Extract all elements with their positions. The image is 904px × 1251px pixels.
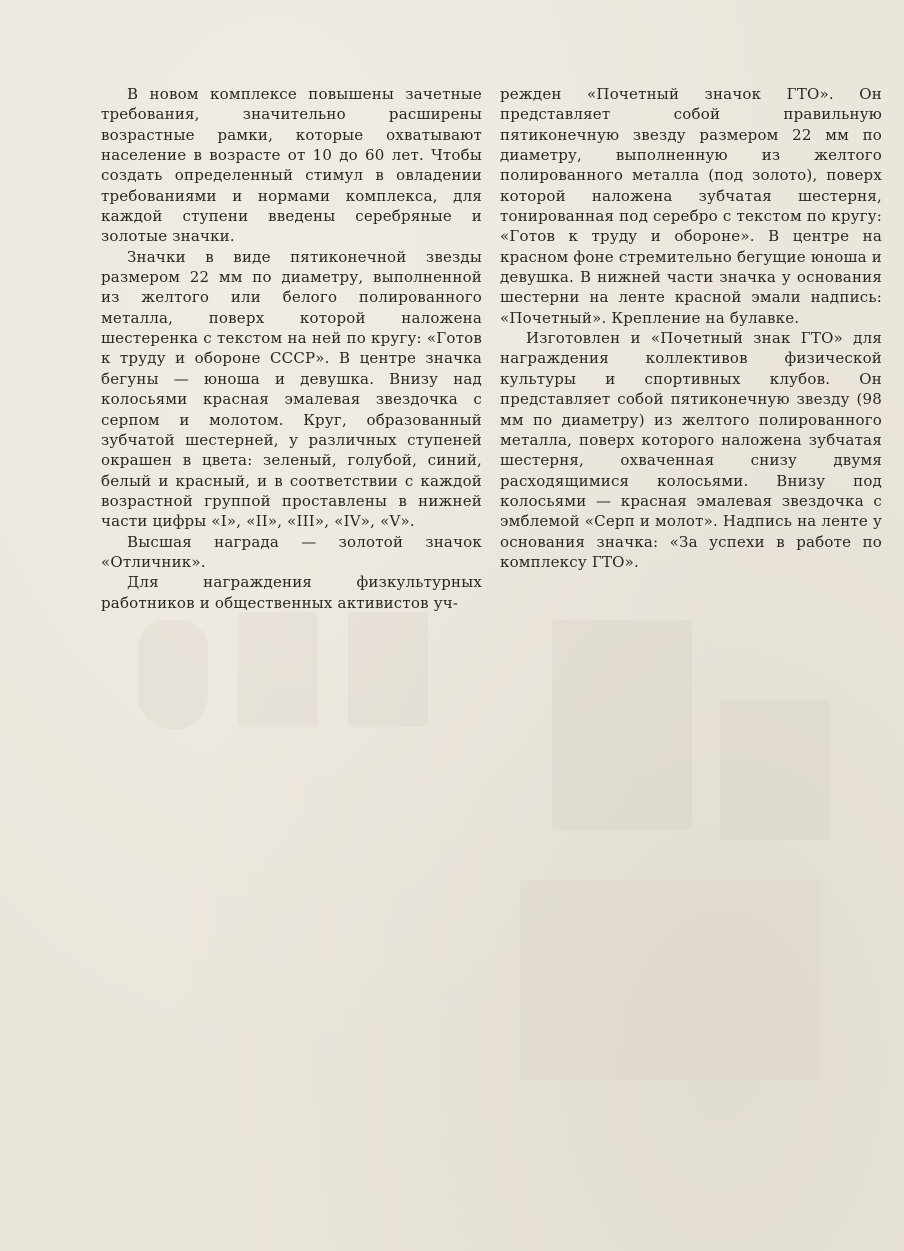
right-text-column bbox=[500, 84, 882, 572]
bleed-through-shape bbox=[138, 620, 208, 730]
paragraph-highest-award: Высшая награда — золотой значок «Отличник». bbox=[101, 532, 482, 571]
paragraph-honorary-badge: режден «Почетный значок ГТО». Он представляет собой правильную пятиконечную звезду размером 22 мм по диаметру, выполненную из желтого полированного металла (под золото), поверх которой наложена зубчатая шестерня, тонированная под серебро с текстом по кругу: «Готов к труду и обороне». В центре на красном фоне стремительно бегущие юноша и девушка. В нижней части значка у основания шестерни на ленте красной эмали надпись: «Почетный». Крепление на булавке. bbox=[500, 85, 882, 327]
bleed-through-shape bbox=[348, 612, 428, 727]
bleed-through-shape bbox=[238, 612, 318, 727]
left-text-column bbox=[101, 84, 482, 613]
paragraph-requirements: В новом комплексе повышены зачетные требования, значительно расширены возрастные рамки, которые охватывают население в возрасте от 10 до 60 лет. Чтобы создать определенный стимул в овладении требованиями и нормами комплекса, для каждой ступени введены серебряные и золотые значки. bbox=[101, 85, 482, 246]
bleed-through-shape bbox=[720, 700, 830, 840]
bleed-through-shape bbox=[552, 620, 692, 830]
bleed-through-shape bbox=[520, 880, 820, 1080]
paragraph-honorary-badge-intro: Для награждения физкультурных работников и общественных активистов уч- bbox=[101, 573, 482, 612]
paragraph-honorary-sign: Изготовлен и «Почетный знак ГТО» для награждения коллективов физической культуры и спортивных клубов. Он представляет собой пятиконечную звезду (98 мм по диаметру) из желтого полированного металла, поверх которого наложена зубчатая шестерня, охваченная снизу двумя расходящимися колосьями. Внизу под колосьями — красная эмалевая звездочка с эмблемой «Серп и молот». Надпись на ленте у основания значка: «За успехи в работе по комплексу ГТО». bbox=[500, 329, 882, 571]
paragraph-badges-description: Значки в виде пятиконечной звезды размером 22 мм по диаметру, выполненной из желтого или белого полированного металла, поверх которой наложена шестеренка с текстом на ней по кругу: «Готов к труду и обороне СССР». В центре значка бегуны — юноша и девушка. Внизу над колосьями красная эмалевая звездочка с серпом и молотом. Круг, образованный зубчатой шестерней, у различных ступеней окрашен в цвета: зеленый, голубой, синий, белый и красный, и в соответствии с каждой возрастной группой проставлены в нижней части цифры «I», «II», «III», «IV», «V». bbox=[101, 247, 482, 531]
